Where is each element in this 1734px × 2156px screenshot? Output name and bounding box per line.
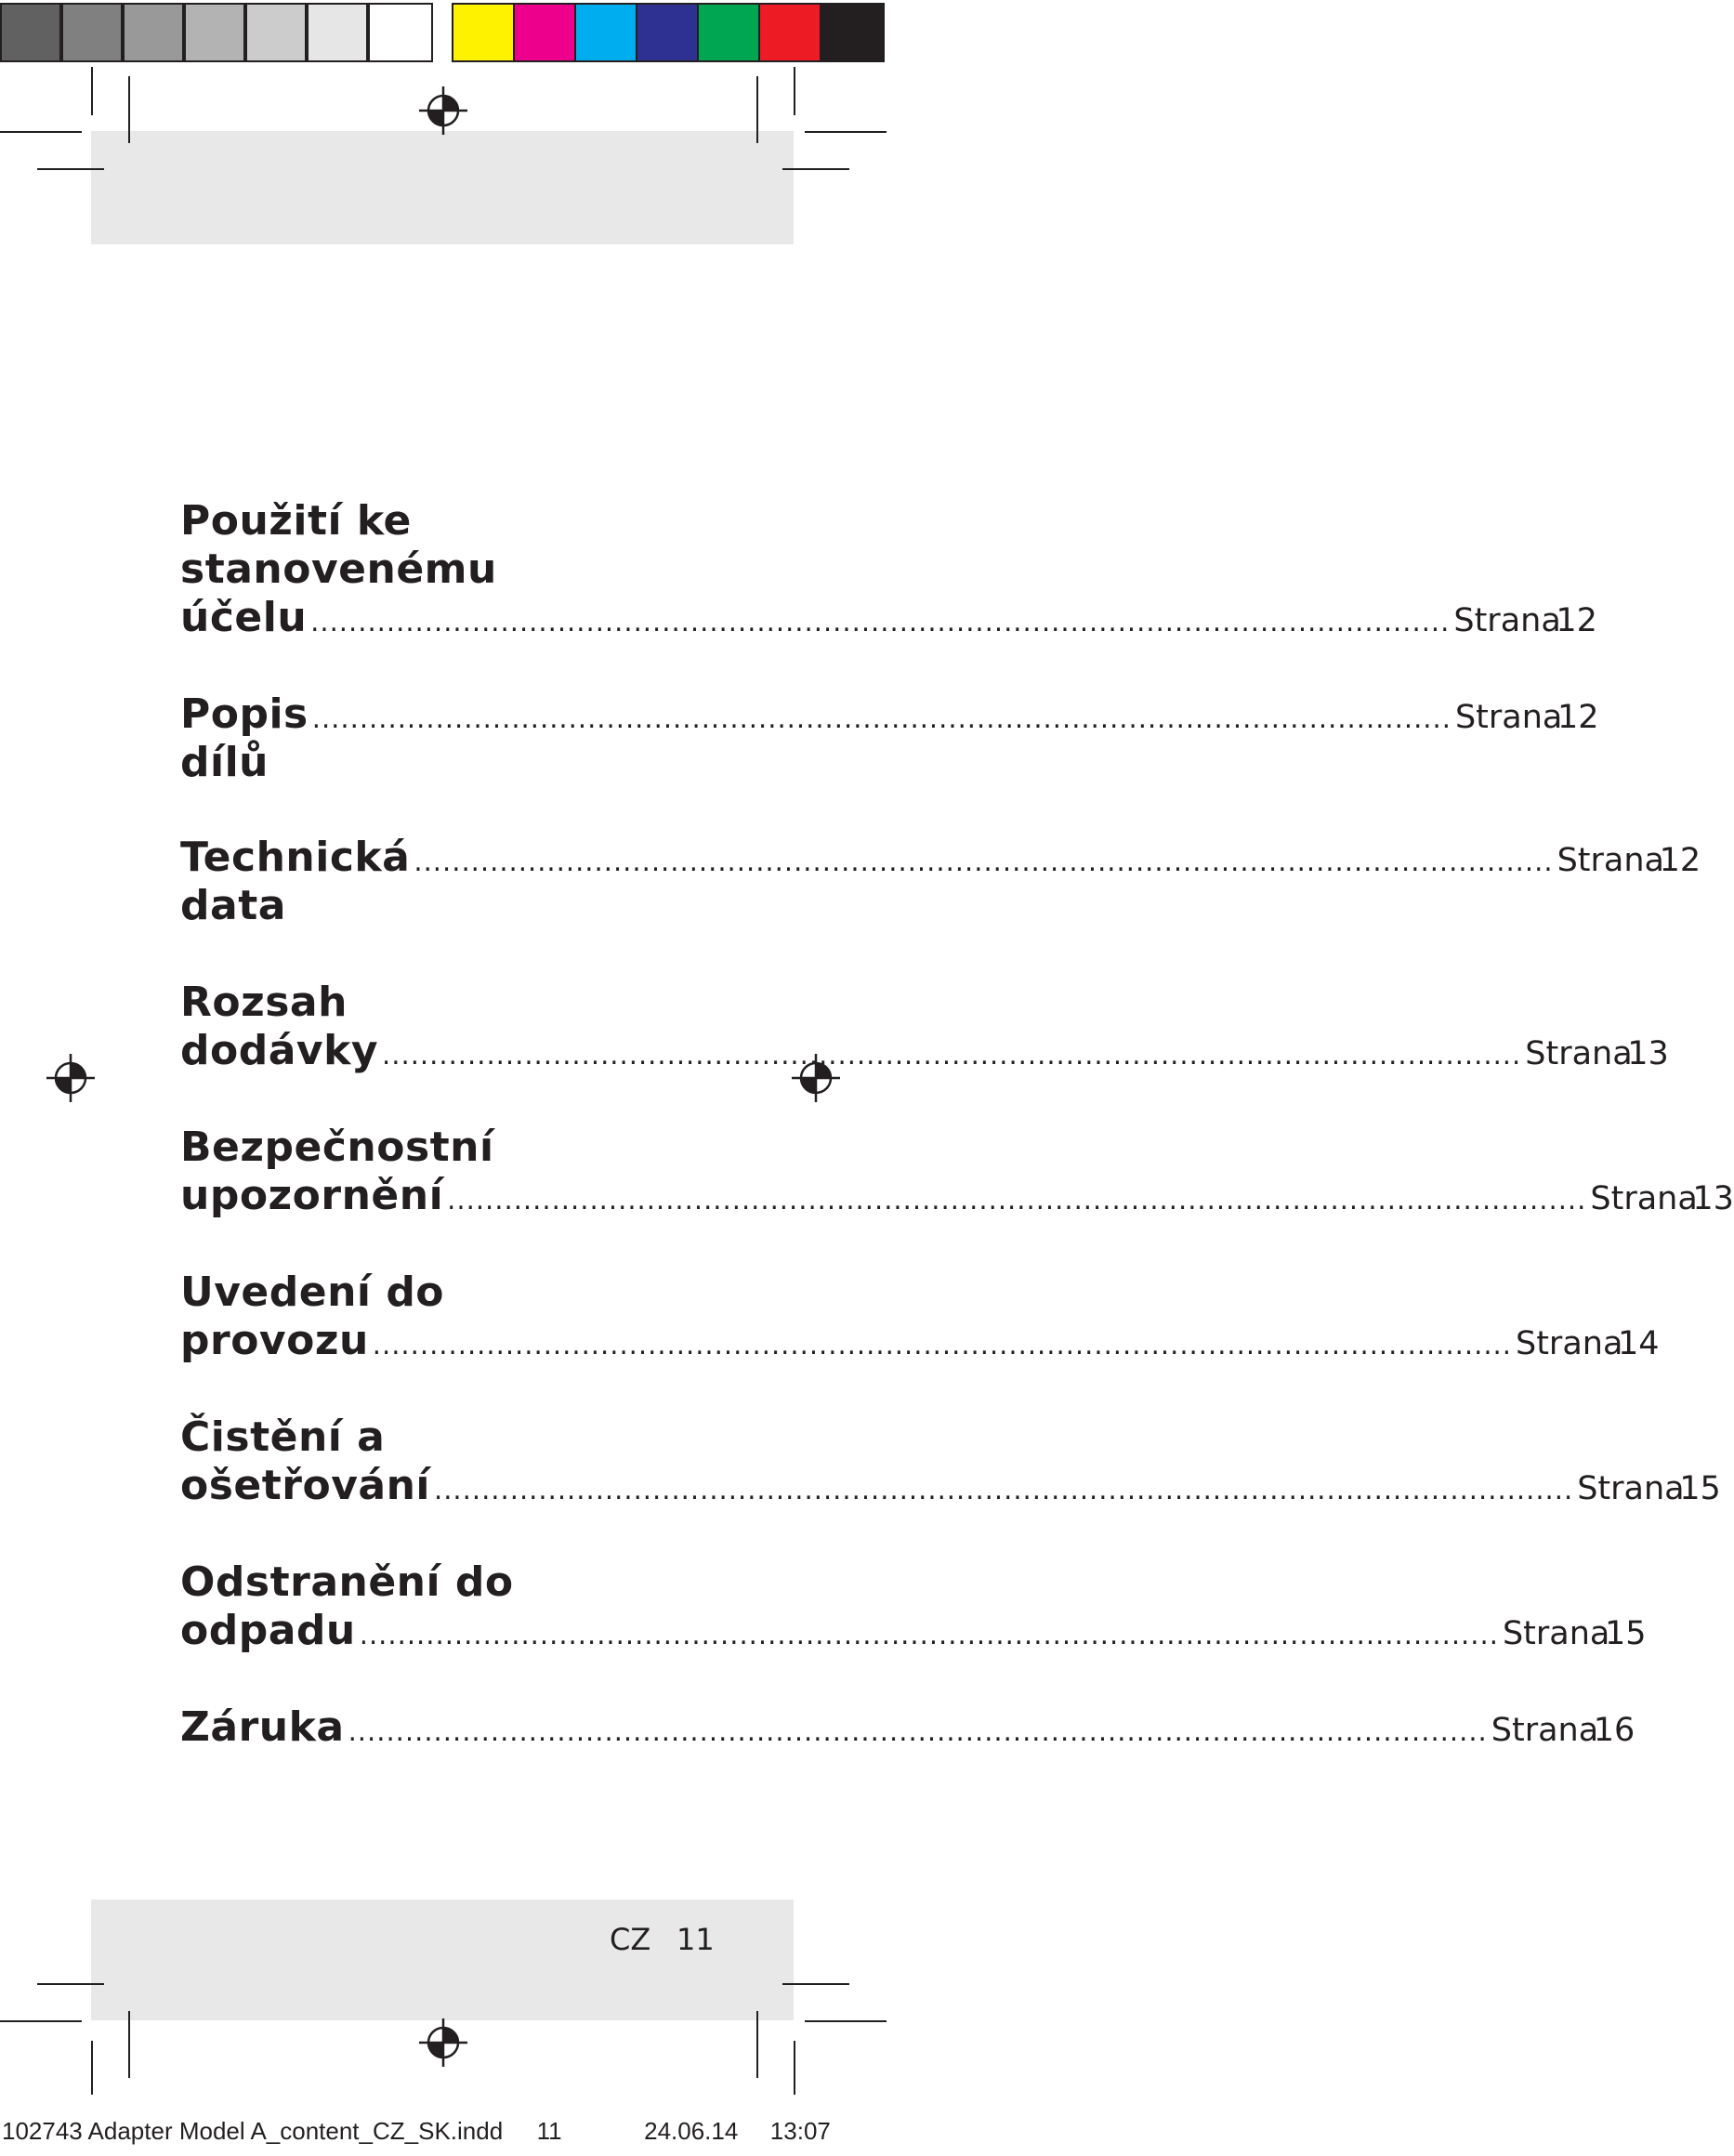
page-label: Strana — [1557, 842, 1664, 879]
footer-language: CZ — [610, 1922, 651, 1957]
toc-entry-line — [180, 1172, 1734, 1220]
table-of-contents — [180, 497, 1734, 1752]
toc-entry-title: Popis dílů — [180, 690, 309, 786]
toc-entry-line — [180, 1462, 1721, 1510]
toc-entry-title: dodávky — [180, 1027, 379, 1074]
dot-leader: ........................................................................................................................ — [447, 1184, 1587, 1216]
toc-entry — [180, 834, 1701, 930]
crop-mark — [794, 2041, 795, 2095]
crop-mark — [805, 2020, 887, 2022]
slug-filename: 102743 Adapter Model A_content_CZ_SK.indd — [2, 2117, 504, 2145]
page-label: Strana — [1577, 1470, 1685, 1507]
crop-mark — [756, 76, 758, 143]
toc-entry-line — [180, 1317, 1660, 1365]
toc-entry-title: ošetřování — [180, 1462, 430, 1509]
crop-mark — [0, 131, 82, 133]
toc-entry-title: Bezpečnostní — [180, 1124, 494, 1171]
page-label: Strana — [1525, 1035, 1633, 1072]
page-number: 12 — [1659, 842, 1701, 879]
page-number: 16 — [1593, 1712, 1635, 1749]
toc-entry-title: upozornění — [180, 1172, 444, 1219]
crop-mark — [782, 1983, 849, 1985]
page-label: Strana — [1502, 1615, 1610, 1652]
color-calibration-bar — [0, 0, 887, 67]
dot-leader: ........................................................................................................................ — [434, 1474, 1574, 1505]
crop-mark — [0, 2020, 82, 2022]
crop-mark — [37, 168, 104, 170]
dot-leader: ........................................................................................................................ — [359, 1619, 1499, 1650]
dot-leader: ........................................................................................................................ — [310, 606, 1451, 638]
footer-band — [91, 1900, 794, 2020]
toc-entry-line — [180, 1703, 1635, 1752]
toc-entry — [180, 497, 1597, 642]
page-number: 13 — [1692, 1180, 1734, 1217]
color-swatch — [61, 3, 123, 62]
page-number: 12 — [1557, 699, 1599, 736]
toc-entry — [180, 1124, 1734, 1220]
dot-leader: ........................................................................................................................ — [311, 703, 1452, 734]
color-swatch — [307, 3, 368, 62]
slug-date: 24.06.14 — [644, 2117, 739, 2145]
color-swatch — [636, 3, 699, 62]
toc-entry-title: Záruka — [180, 1703, 345, 1751]
crop-mark — [91, 67, 93, 115]
toc-entry-title: Použití ke — [180, 497, 412, 545]
dot-leader: ........................................................................................................................ — [382, 1039, 1522, 1071]
color-swatch — [245, 3, 307, 62]
toc-entry-title: účelu — [180, 594, 308, 641]
crop-mark — [756, 2011, 758, 2078]
toc-entry-title: Technická data — [180, 834, 411, 929]
toc-entry-line — [180, 834, 1701, 930]
page-label: Strana — [1453, 602, 1561, 639]
registration-mark-icon — [419, 86, 467, 135]
toc-entry-title: odpadu — [180, 1607, 356, 1654]
crop-mark — [128, 76, 130, 143]
page-label: Strana — [1590, 1180, 1698, 1217]
toc-entry — [180, 979, 1669, 1075]
registration-mark-icon — [46, 1054, 95, 1102]
crop-mark — [805, 131, 887, 133]
crop-mark — [128, 2011, 130, 2078]
toc-entry-line — [180, 594, 1597, 642]
crop-mark — [37, 1983, 104, 1985]
page-label: Strana — [1491, 1712, 1599, 1749]
color-swatch — [697, 3, 760, 62]
color-swatch — [368, 3, 433, 62]
toc-entry — [180, 1269, 1660, 1365]
toc-entry-title: stanovenému — [180, 546, 497, 593]
toc-entry-line — [180, 690, 1599, 787]
toc-entry — [180, 1413, 1721, 1510]
toc-entry-line — [180, 1027, 1669, 1075]
crop-mark — [794, 67, 795, 115]
page-number: 13 — [1627, 1035, 1669, 1072]
toc-entry — [180, 690, 1599, 787]
page-label: Strana — [1515, 1325, 1623, 1362]
toc-entry — [180, 1703, 1635, 1752]
color-swatch — [820, 3, 885, 62]
crop-mark — [782, 168, 849, 170]
print-slug — [2, 2117, 831, 2146]
toc-entry-title: Rozsah — [180, 979, 348, 1026]
registration-mark-icon — [419, 2018, 467, 2067]
dot-leader: ........................................................................................................................ — [348, 1716, 1488, 1747]
slug-time: 13:07 — [769, 2117, 831, 2145]
color-swatch — [574, 3, 637, 62]
slug-page: 11 — [536, 2117, 562, 2145]
dot-leader: ........................................................................................................................ — [414, 846, 1554, 877]
color-swatch — [184, 3, 245, 62]
page-number: 14 — [1617, 1325, 1660, 1362]
toc-entry-title: Čistění a — [180, 1413, 386, 1461]
toc-entry-title: Odstranění do — [180, 1558, 514, 1606]
page-number: 15 — [1679, 1470, 1721, 1507]
crop-mark — [91, 2041, 93, 2095]
footer-page-number: 11 — [677, 1922, 715, 1957]
page-label: Strana — [1454, 699, 1563, 736]
color-swatch — [758, 3, 821, 62]
page-number: 15 — [1604, 1615, 1647, 1652]
toc-entry — [180, 1558, 1647, 1655]
dot-leader: ........................................................................................................................ — [372, 1329, 1512, 1361]
toc-entry-line — [180, 1607, 1647, 1655]
color-swatch — [513, 3, 576, 62]
toc-entry-title: Uvedení do — [180, 1269, 445, 1316]
page-number: 12 — [1556, 602, 1597, 639]
header-band — [91, 131, 794, 244]
toc-entry-title: provozu — [180, 1317, 369, 1364]
color-swatch — [452, 3, 515, 62]
color-swatch — [123, 3, 184, 62]
color-swatch — [0, 3, 61, 62]
